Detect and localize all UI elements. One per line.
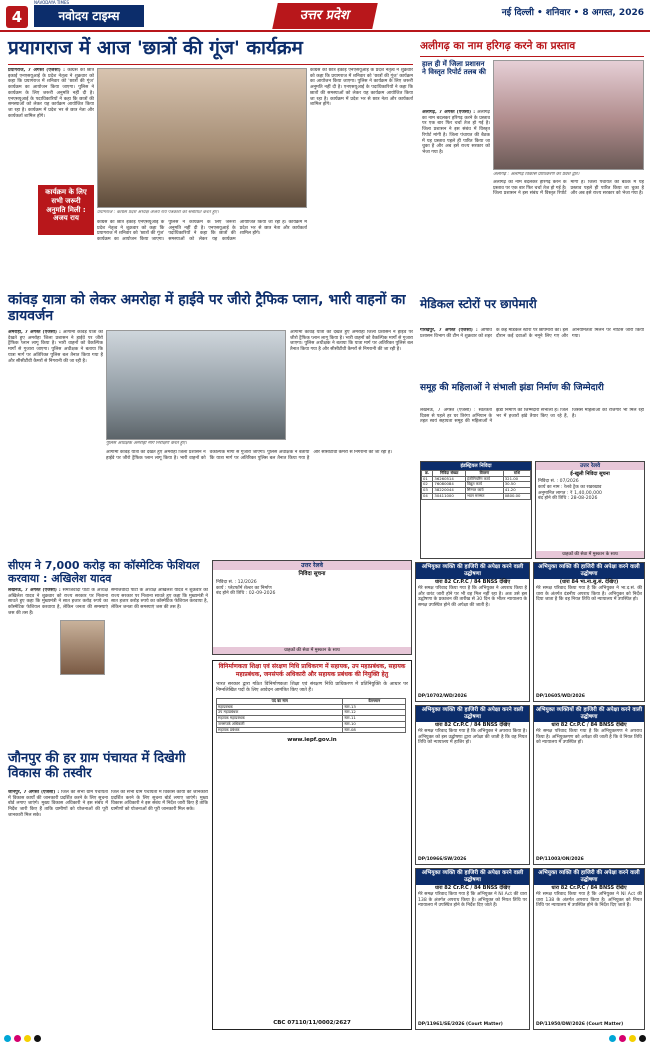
- story1-body-cont: [97, 220, 307, 288]
- table-header: वेतनमान: [343, 698, 406, 704]
- table-cell: 04: [422, 493, 433, 499]
- notice-table: [420, 461, 532, 559]
- table-cell: 30411000: [433, 493, 466, 499]
- proclamation-body: मेरे समक्ष परिवाद किया गया है कि अभियुक्त ने NI Act की धारा 138 के अंतर्गत अपराध किया है। अभियुक्त को नियत तिथि पर न्यायालय में उपस्थित होने के निर्देश दिए जाते हैं।: [418, 892, 527, 909]
- proclamation-body: मेरे समक्ष परिवाद किया गया है कि अभियुक्त ने भा.द.सं. की धारा के अंतर्गत दंडनीय अपराध किया है। अभियुक्त को निर्देश दिया जाता है कि वह नियत तिथि को न्यायालय में उपस्थित हो।: [536, 586, 642, 603]
- table-cell: जनसंपर्क अधिकारी: [217, 721, 343, 727]
- table-cell: स्तर-10: [343, 721, 406, 727]
- story1-body: [8, 68, 94, 288]
- story1-headline: प्रयागराज में आज 'छात्रों की गूंज' कार्यक्रम: [8, 37, 303, 59]
- registration-dot: [619, 1035, 626, 1042]
- tender-lines: [536, 478, 644, 503]
- tender-line: कार्य का नाम : रेलवे ट्रैक का रखरखाव: [538, 484, 602, 490]
- story4-dateline: गोरखपुर, 7 अगस्त (एजेंसी) :: [420, 328, 478, 333]
- proclamation-sub: धारा 82 Cr.P.C / 84 BNSS देखिए: [551, 721, 627, 728]
- table-cell: 0800.00: [503, 493, 530, 499]
- proclamation-3: [415, 705, 530, 865]
- story2-headline: अलीगढ़ का नाम हरिगढ़ करने का प्रस्ताव: [420, 40, 576, 52]
- proclamation-code: DP/11003/ON/2026: [536, 857, 584, 863]
- table-cell: स्तर-11: [343, 716, 406, 722]
- table-cell: 41.20: [503, 488, 530, 494]
- tender-title: ई-खुली निविदा सूचना: [570, 471, 610, 477]
- story1-text-right: कांग्रेस की छात्र इकाई एनएसयूआई के प्रदेश नेतृत्व ने शुक्रवार को कहा कि प्रयागराज में शनिवार को 'छात्रों की गूंज' कार्यक्रम का आयोजन किया जाएगा। पुलिस ने कार्यक्रम के लिए जरूरी अनुमति नहीं दी है। एनएसयूआई के पदाधिकारियों ने कहा कि छात्रों की समस्याओं को लेकर यह कार्यक्रम आयोजित किया जा रहा है। कार्यक्रम में प्रदेश भर से छात्र नेता और कार्यकर्ता शामिल होंगे।: [310, 68, 413, 108]
- proclamation-code: DP/10605/WD/2026: [536, 694, 585, 700]
- proclamation-6: [533, 868, 645, 1030]
- story5-headline: समूह की महिलाओं ने संभाली झंडा निर्माण की जिम्मेदारी: [420, 383, 604, 393]
- tender-line: निविदा सं. : 07/2026: [538, 479, 579, 485]
- proclamation-body: मेरे समक्ष परिवाद किया गया है कि अभियुक्त ने अपराध किया है। अभियुक्त को इस उद्घोषणा द्वारा अपेक्षा की जाती है कि वह नियत तिथि को न्यायालय में हाजिर हो।: [418, 729, 527, 746]
- story2-photo: [493, 60, 644, 170]
- story7-dateline: जौनपुर, 7 अगस्त (एजेंसी) :: [8, 790, 60, 795]
- story4-text: औषधि प्रशासन विभाग की टीम ने शुक्रवार को शहर के कई मेडिकल स्टोरों पर छापेमारी की। इस दौरान कई दवाओं के नमूने लिए गए और अनियमितता मिलने पर नोटिस जारी किया गया।: [420, 328, 644, 339]
- story5-text: लखनऊ, 7 अगस्त (एजेंसी) : स्वतंत्रता दिवस से पहले हर घर तिरंगा अभियान के तहत स्वयं सहायता समूह की महिलाओं ने झंडा निर्माण की जिम्मेदारी संभाली है। जिले भर में हजारों झंडे तैयार किए जा रहे हैं, जिससे महिलाओं को रोजगार भी मिल रहा है।: [420, 408, 644, 425]
- story3-body-right: [290, 330, 413, 445]
- recruitment-title: विनिर्माणकता शिक्षा एवं संरक्षण निधि प्राधिकरण में सहायक, उप महाप्रबंधक, सहायक महाप्रबंधक, जनसंपर्क अधिकारी और सहायक प्रबंधक की नियुक्ति हेतु: [218, 663, 406, 678]
- table-header: विवरण: [465, 471, 503, 477]
- proclamation-code: DP/11950/DW/2026 (Court Matter): [536, 1022, 624, 1028]
- table-cell: 76080084: [433, 482, 466, 488]
- table-cell: विद्युत कार्य: [465, 482, 503, 488]
- tender-footer: ग्राहकों की सेवा में मुस्कान के साथ: [536, 551, 644, 558]
- table-cell: सिग्नल कार्य: [465, 488, 503, 494]
- table-cell: स्तर-13: [343, 704, 406, 710]
- registration-dot: [34, 1035, 41, 1042]
- registration-dot: [629, 1035, 636, 1042]
- section-title: उत्तर प्रदेश: [272, 3, 378, 29]
- table-row: [422, 493, 531, 499]
- story6-dateline: लखनऊ, 7 अगस्त (एजेंसी) :: [8, 588, 61, 593]
- story6-photo: [60, 620, 105, 675]
- story2-body-cont: [493, 180, 644, 295]
- story2-text-cont: अलीगढ़ का नाम बदलकर हरिगढ़ करने के प्रस्ताव पर एक बार फिर चर्चा तेज हो गई है। जिला प्रशासन ने इस संबंध में विस्तृत रिपोर्ट मांगी है। जिला पंचायत की बैठक में यह प्रस्ताव पहले ही पारित किया जा चुका है और अब इसे राज्य सरकार को भेजा गया है।: [493, 180, 644, 197]
- notice-table-title: इंडस्ट्रियल निविदा: [421, 462, 531, 470]
- recruitment-ad: [212, 660, 412, 1030]
- table-row: [217, 727, 406, 733]
- story2-body: [422, 110, 490, 295]
- story3-photo-caption: पुलिस अधीक्षक अमरोहा मार्ग निरीक्षण करते हुए।: [106, 441, 187, 446]
- story5-body: [420, 408, 644, 458]
- divider: [420, 56, 644, 57]
- proclamation-title: अभियुक्त व्यक्ति की हाजिरी की अपेक्षा करने वाली उद्घोषणा: [416, 706, 529, 722]
- story6-text-cont: समाजवादी पार्टी के अध्यक्ष अखिलेश यादव ने शुक्रवार को राज्य सरकार पर निशाना साधते हुए कहा कि मुख्यमंत्री ने सात हजार करोड़ रुपये का कॉस्मेटिक फेशियल करवाया है, लेकिन जनता की समस्याएं जस की तस हैं।: [111, 588, 208, 611]
- table-cell: सहायक प्रबंधक: [217, 727, 343, 733]
- proclamation-body: मेरे समक्ष परिवाद किया गया है कि अभियुक्त ने NI Act की धारा 138 के अंतर्गत अपराध किया है। अभियुक्त को नियत तिथि पर न्यायालय में उपस्थित होने के निर्देश दिए जाते हैं।: [536, 892, 642, 909]
- page-number: 4: [6, 6, 28, 28]
- story4-body: [420, 328, 644, 380]
- tender-band: उत्तर रेलवे: [536, 462, 644, 470]
- proclamation-body: मेरे समक्ष परिवाद किया गया है कि अभियुक्तगण ने अपराध किया है। अभियुक्तगण को अपेक्षा की जाती है कि वे नियत तिथि को न्यायालय में उपस्थित हों।: [536, 729, 642, 746]
- story1-text: कांग्रेस की छात्र इकाई एनएसयूआई के प्रदेश नेतृत्व ने शुक्रवार को कहा कि प्रयागराज में शनिवार को 'छात्रों की गूंज' कार्यक्रम का आयोजन किया जाएगा। पुलिस ने कार्यक्रम के लिए जरूरी अनुमति नहीं दी है। एनएसयूआई के पदाधिकारियों ने कहा कि छात्रों की समस्याओं को लेकर यह कार्यक्रम आयोजित किया जा रहा है। कार्यक्रम में प्रदेश भर से छात्र नेता और कार्यकर्ता शामिल होंगे।: [8, 68, 94, 119]
- story7-text-cont: जिले की सभी ग्राम पंचायतों में विकास कार्यों की जानकारी प्रदर्शित करने के लिए सूचना बोर्ड लगाए जाएंगे। मुख्य विकास अधिकारी ने इस संबंध में निर्देश जारी किए हैं ताकि ग्रामीणों को योजनाओं की पूरी जानकारी मिल सके।: [111, 790, 208, 813]
- notice-table-grid: [421, 470, 531, 500]
- registration-dot: [14, 1035, 21, 1042]
- registration-dot: [609, 1035, 616, 1042]
- story1-photo-caption: प्रयागराज : कांग्रेस प्रदेश अध्यक्ष अजय राय पत्रकारों को संबोधित करते हुए।: [97, 210, 219, 215]
- story1-photo: [97, 68, 307, 208]
- story3-text-right: आगामी कांवड़ यात्रा को देखते हुए अमरोहा जिला प्रशासन ने हाईवे पर जीरो ट्रैफिक प्लान लागू किया है। भारी वाहनों को वैकल्पिक मार्गों से गुजारा जाएगा। पुलिस अधीक्षक ने बताया कि यात्रा मार्ग पर अतिरिक्त पुलिस बल तैनात किया गया है और सीसीटीवी कैमरों से निगरानी की जा रही है।: [290, 330, 413, 353]
- table-header: पद का नाम: [217, 698, 343, 704]
- story6-body-cont: [111, 588, 208, 748]
- proclamation-5: [415, 868, 530, 1030]
- table-cell: 321.00: [503, 476, 530, 482]
- proclamation-sub: धारा 82 Cr.P.C / 84 BNSS देखिए: [551, 884, 627, 891]
- table-cell: इंजीनियरिंग कार्य: [465, 476, 503, 482]
- table-cell: भवन मरम्मत: [465, 493, 503, 499]
- proclamation-code: DP/11961/SE/2026 (Court Matter): [418, 1022, 503, 1028]
- tender2-footer: ग्राहकों की सेवा में मुस्कान के साथ: [213, 647, 411, 654]
- recruitment-body: भारत सरकार द्वारा गठित विनिर्माणकता शिक्षा एवं संरक्षण निधि प्राधिकरण में प्रतिनियुक्ति के आधार पर निम्नलिखित पदों के लिए आवेदन आमंत्रित किए जाते हैं।: [216, 682, 408, 693]
- recruitment-code: CBC 07110/11/0002/2627: [273, 1020, 351, 1027]
- proclamation-title: अभियुक्त व्यक्तियों की हाजिरी की अपेक्षा करने वाली उद्घोषणा: [535, 707, 643, 720]
- tender-ad: [535, 461, 645, 559]
- table-header: क्र.: [422, 471, 433, 477]
- table-cell: 02: [422, 482, 433, 488]
- tender2-line: कार्य : प्लेटफॉर्म शेल्टर का निर्माण: [216, 585, 272, 591]
- table-cell: उप महाप्रबंधक: [217, 710, 343, 716]
- table-cell: सहायक महाप्रबंधक: [217, 716, 343, 722]
- table-cell: 01: [422, 476, 433, 482]
- proclamation-4: [533, 705, 645, 865]
- proclamation-sub: धारा 82 Cr.P.C / 84 BNSS देखिए: [434, 884, 511, 891]
- story7-body: [8, 790, 108, 1030]
- proclamation-title: अभियुक्त व्यक्ति की हाजिरी की अपेक्षा करने वाली उद्घोषणा: [534, 563, 644, 579]
- table-cell: 30.50: [503, 482, 530, 488]
- tender2-lines: [213, 579, 411, 598]
- story4-headline: मेडिकल स्टोरों पर छापेमारी: [420, 297, 537, 311]
- tender2-line: निविदा सं. : 12/2026: [216, 579, 257, 585]
- table-cell: 36260514: [433, 476, 466, 482]
- table-cell: स्तर-12: [343, 710, 406, 716]
- proclamation-sub: धारा 82 Cr.P.C / 84 BNSS देखिए: [434, 721, 511, 728]
- proclamation-1: [415, 562, 530, 702]
- story2-photo-caption: अलीगढ़ : अलीगढ़ विकास प्राधिकरण का प्रवेश द्वार।: [493, 172, 580, 177]
- tender2-title: निविदा सूचना: [298, 571, 326, 577]
- story7-text: जिले की सभी ग्राम पंचायतों में विकास कार्यों की जानकारी प्रदर्शित करने के लिए सूचना बोर्ड लगाए जाएंगे। मुख्य विकास अधिकारी ने इस संबंध में निर्देश जारी किए हैं ताकि ग्रामीणों को योजनाओं की पूरी जानकारी मिल सके।: [8, 790, 108, 818]
- story1-body-right: [310, 68, 413, 288]
- recruitment-table: [216, 698, 406, 733]
- table-header: निविदा संख्या: [433, 471, 466, 477]
- tender-line: अनुमानित लागत : ₹ 1,40,00,000: [538, 490, 602, 496]
- registration-dot: [24, 1035, 31, 1042]
- story3-photo: [106, 330, 286, 440]
- story2-dateline: अलीगढ़, 7 अगस्त (एजेंसी) :: [422, 110, 476, 115]
- story3-body: [8, 330, 103, 555]
- table-cell: 38220044: [433, 488, 466, 494]
- story3-body-cont: [106, 450, 413, 555]
- dateline: नई दिल्ली • शनिवार • 8 अगस्त, 2026: [501, 8, 644, 18]
- table-cell: महाप्रबंधक: [217, 704, 343, 710]
- story2-kicker: हाल ही में जिला प्रशासन ने विस्तृत रिपोर्ट तलब की: [422, 60, 486, 77]
- table-cell: स्तर-08: [343, 727, 406, 733]
- proclamation-title: अभियुक्त व्यक्ति की हाजिरी की अपेक्षा करने वाली उद्घोषणा: [534, 869, 644, 885]
- tender2-ad: [212, 560, 412, 655]
- brand-logo: नवोदय टाइम्स: [34, 5, 144, 27]
- tender-line: बंद होने की तिथि : 28-08-2026: [538, 496, 598, 502]
- proclamation-sub: धारा 82 Cr.P.C / 84 BNSS देखिए: [434, 578, 511, 585]
- registration-dot: [639, 1035, 646, 1042]
- story3-text: आगामी कांवड़ यात्रा को देखते हुए अमरोहा जिला प्रशासन ने हाईवे पर जीरो ट्रैफिक प्लान लागू किया है। भारी वाहनों को वैकल्पिक मार्गों से गुजारा जाएगा। पुलिस अधीक्षक ने बताया कि यात्रा मार्ग पर अतिरिक्त पुलिस बल तैनात किया गया है और सीसीटीवी कैमरों से निगरानी की जा रही है।: [8, 330, 103, 364]
- tender2-band: उत्तर रेलवे: [213, 561, 411, 570]
- story1-quote: कार्यक्रम के लिए सभी जरूरी अनुमति मिली : अजय राय: [38, 185, 94, 235]
- proclamation-body: मेरे समक्ष परिवाद किया गया है कि अभियुक्त ने अपराध किया है और वारंट जारी होने पर भी वह मिल नहीं रहा है। अतः उसे इस उद्घोषणा के प्रकाशन की तारीख से 30 दिन के भीतर न्यायालय के समक्ष उपस्थित होने की अपेक्षा की जाती है।: [418, 586, 527, 609]
- story1-text-cont: कांग्रेस की छात्र इकाई एनएसयूआई के प्रदेश नेतृत्व ने शुक्रवार को कहा कि प्रयागराज में शनिवार को 'छात्रों की गूंज' कार्यक्रम का आयोजन किया जाएगा। पुलिस ने कार्यक्रम के लिए जरूरी अनुमति नहीं दी है। एनएसयूआई के पदाधिकारियों ने कहा कि छात्रों की समस्याओं को लेकर यह कार्यक्रम आयोजित किया जा रहा है। कार्यक्रम में प्रदेश भर से छात्र नेता और कार्यकर्ता शामिल होंगे।: [97, 220, 307, 243]
- story2-text: अलीगढ़ का नाम बदलकर हरिगढ़ करने के प्रस्ताव पर एक बार फिर चर्चा तेज हो गई है। जिला प्रशासन ने इस संबंध में विस्तृत रिपोर्ट मांगी है। जिला पंचायत की बैठक में यह प्रस्ताव पहले ही पारित किया जा चुका है और अब इसे राज्य सरकार को भेजा गया है।: [422, 110, 490, 156]
- proclamation-sub: (धारा 84 भा.ना.सु.सं. देखिए): [559, 578, 619, 585]
- recruitment-url[interactable]: www.iepf.gov.in: [287, 737, 337, 744]
- proclamation-title: अभियुक्त व्यक्ति की हाजिरी की अपेक्षा करने वाली उद्घोषणा: [416, 869, 529, 885]
- proclamation-2: [533, 562, 645, 702]
- divider: [8, 64, 413, 65]
- story6-text: समाजवादी पार्टी के अध्यक्ष अखिलेश यादव ने शुक्रवार को राज्य सरकार पर निशाना साधते हुए कहा कि मुख्यमंत्री ने सात हजार करोड़ रुपये का कॉस्मेटिक फेशियल करवाया है, लेकिन जनता की समस्याएं जस की तस हैं।: [8, 588, 108, 616]
- proclamation-code: DP/10966/SW/2026: [418, 857, 467, 863]
- print-registration-strip: [0, 1033, 650, 1043]
- story6-headline: सीएम ने 7,000 करोड़ का कॉस्मेटिक फेशियल करवाया : अखिलेश यादव: [8, 559, 200, 585]
- table-header: राशि: [503, 471, 530, 477]
- story1-dateline: प्रयागराज, 7 अगस्त (एजेंसी) :: [8, 68, 66, 73]
- proclamation-code: DP/10702/WD/2026: [418, 694, 467, 700]
- proclamation-title: अभियुक्त व्यक्ति की हाजिरी की अपेक्षा करने वाली उद्घोषणा: [416, 563, 529, 579]
- story3-text-cont: आगामी कांवड़ यात्रा को देखते हुए अमरोहा जिला प्रशासन ने हाईवे पर जीरो ट्रैफिक प्लान लागू किया है। भारी वाहनों को वैकल्पिक मार्गों से गुजारा जाएगा। पुलिस अधीक्षक ने बताया कि यात्रा मार्ग पर अतिरिक्त पुलिस बल तैनात किया गया है और सीसीटीवी कैमरों से निगरानी की जा रही है।: [106, 450, 393, 461]
- story3-dateline: अमरोहा, 7 अगस्त (एजेंसी) :: [8, 330, 61, 335]
- registration-dot: [4, 1035, 11, 1042]
- brand-small: NAVODAYA TIMES: [34, 0, 70, 5]
- story7-headline: जौनपुर की हर ग्राम पंचायत में दिखेगी विकास की तस्वीर: [8, 751, 186, 781]
- story7-body-cont: [111, 790, 208, 1030]
- story3-headline: कांवड़ यात्रा को लेकर अमरोहा में हाईवे पर जीरो ट्रैफिक प्लान, भारी वाहनों का डायवर्जन: [8, 292, 406, 325]
- table-cell: 03: [422, 488, 433, 494]
- tender2-line: बंद होने की तिथि : 02-09-2026: [216, 591, 276, 597]
